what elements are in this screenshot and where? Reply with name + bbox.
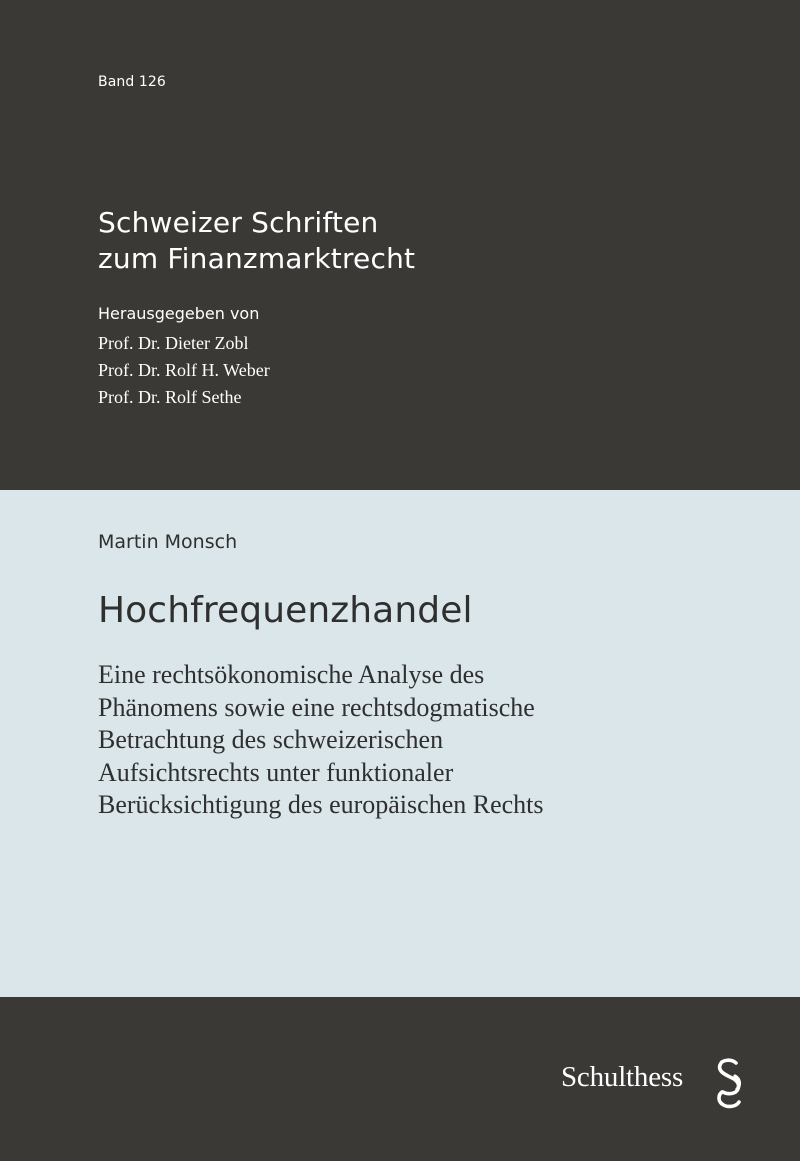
subtitle-line: Eine rechtsökonomische Analyse des xyxy=(98,660,485,689)
bottom-band xyxy=(0,997,800,1161)
publisher-name: Schulthess xyxy=(561,1061,684,1093)
volume-number: Band 126 xyxy=(98,74,166,90)
series-title-line: Schweizer Schriften xyxy=(98,206,379,239)
editor-name: Prof. Dr. Rolf H. Weber xyxy=(98,360,270,380)
editors-heading: Herausgegeben von xyxy=(98,304,260,323)
paragraph-sign-icon xyxy=(712,1058,746,1110)
subtitle-line: Phänomens sowie eine rechtsdogmatische xyxy=(98,692,535,722)
top-band xyxy=(0,0,800,490)
author-name: Martin Monsch xyxy=(98,531,238,553)
editors-list xyxy=(98,330,270,411)
book-subtitle xyxy=(98,659,738,822)
series-title-line: zum Finanzmarktrecht xyxy=(98,242,416,275)
editor-name: Prof. Dr. Dieter Zobl xyxy=(98,333,249,353)
editor-name: Prof. Dr. Rolf Sethe xyxy=(98,387,242,407)
series-title xyxy=(98,205,415,277)
subtitle-line: Betrachtung des schweizerischen xyxy=(98,725,444,754)
subtitle-line: Aufsichtsrechts unter funktionaler xyxy=(98,757,454,787)
book-title: Hochfrequenzhandel xyxy=(98,590,473,631)
subtitle-line: Berücksichtigung des europäischen Rechts xyxy=(98,790,544,819)
